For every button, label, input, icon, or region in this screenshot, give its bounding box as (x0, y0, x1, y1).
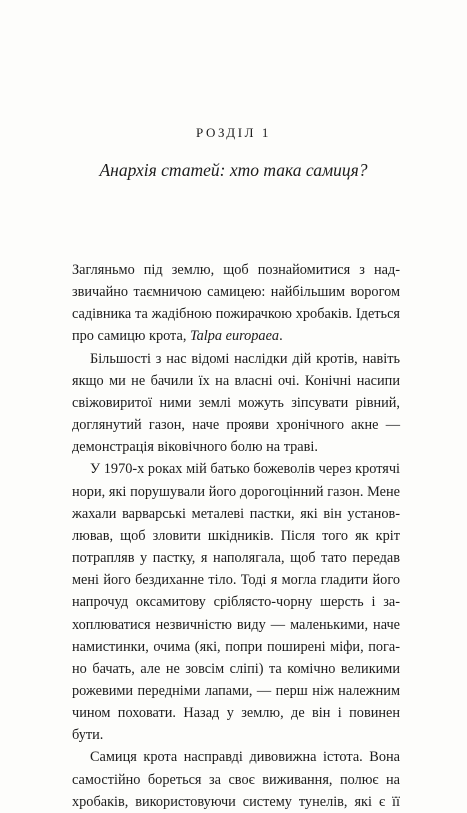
paragraph-4: Самиця крота насправді дивовижна істота. Вона самостійно бореться за своє виживання, полює на хробаків, використовуючи систему тунелів, які є її (72, 749, 400, 810)
chapter-label: РОЗДІЛ 1 (195, 125, 272, 140)
paragraph-2: Більшості з нас відомі наслідки дій кротів, навіть якщо ми не бачили їх на власні очі. Конічні насипи свіжовиритої ними землі можуть зіпсувати рівний, доглянутий газон, наче прояви хронічного акне — демонстрація віковічного болю на траві. (72, 350, 400, 456)
body-text (72, 259, 400, 813)
species-name: Talpa europaea (189, 328, 280, 345)
paragraph-1-end: . (279, 328, 283, 345)
paragraph-1 (72, 259, 400, 348)
paragraph-3: У 1970-х роках мій батько божеволів через кротячі нори, які порушували його дорогоцінний газон. Мене жахали варварські металеві пастки, які він установлював, щоб зловити шкідників. Після того як кріт потрапляв у пастку, я наполягала, щоб тато передав мені його бездиханне тіло. Тоді я могла гладити його напрочуд оксамитову сріблясто-чорну шерсть і захоплюватися незвичністю виду — маленькими, наче намистинки, очима (які, попри поширені міфи, погано бачать, але не зовсім сліпі) та комічно великими рожевими передніми лапами, — перш ніж належним чином поховати. Назад у землю, де він і повинен бути. (72, 461, 400, 744)
chapter-title: Анархія статей: хто така самиця? (99, 160, 368, 180)
paragraph-1-text: Загляньмо під землю, щоб познайомитися з надзвичайно таємничою самицею: найбільшим ворогом садівника та жадібною пожирачкою хробаків. Ідеться про самицю крота, (72, 262, 400, 345)
